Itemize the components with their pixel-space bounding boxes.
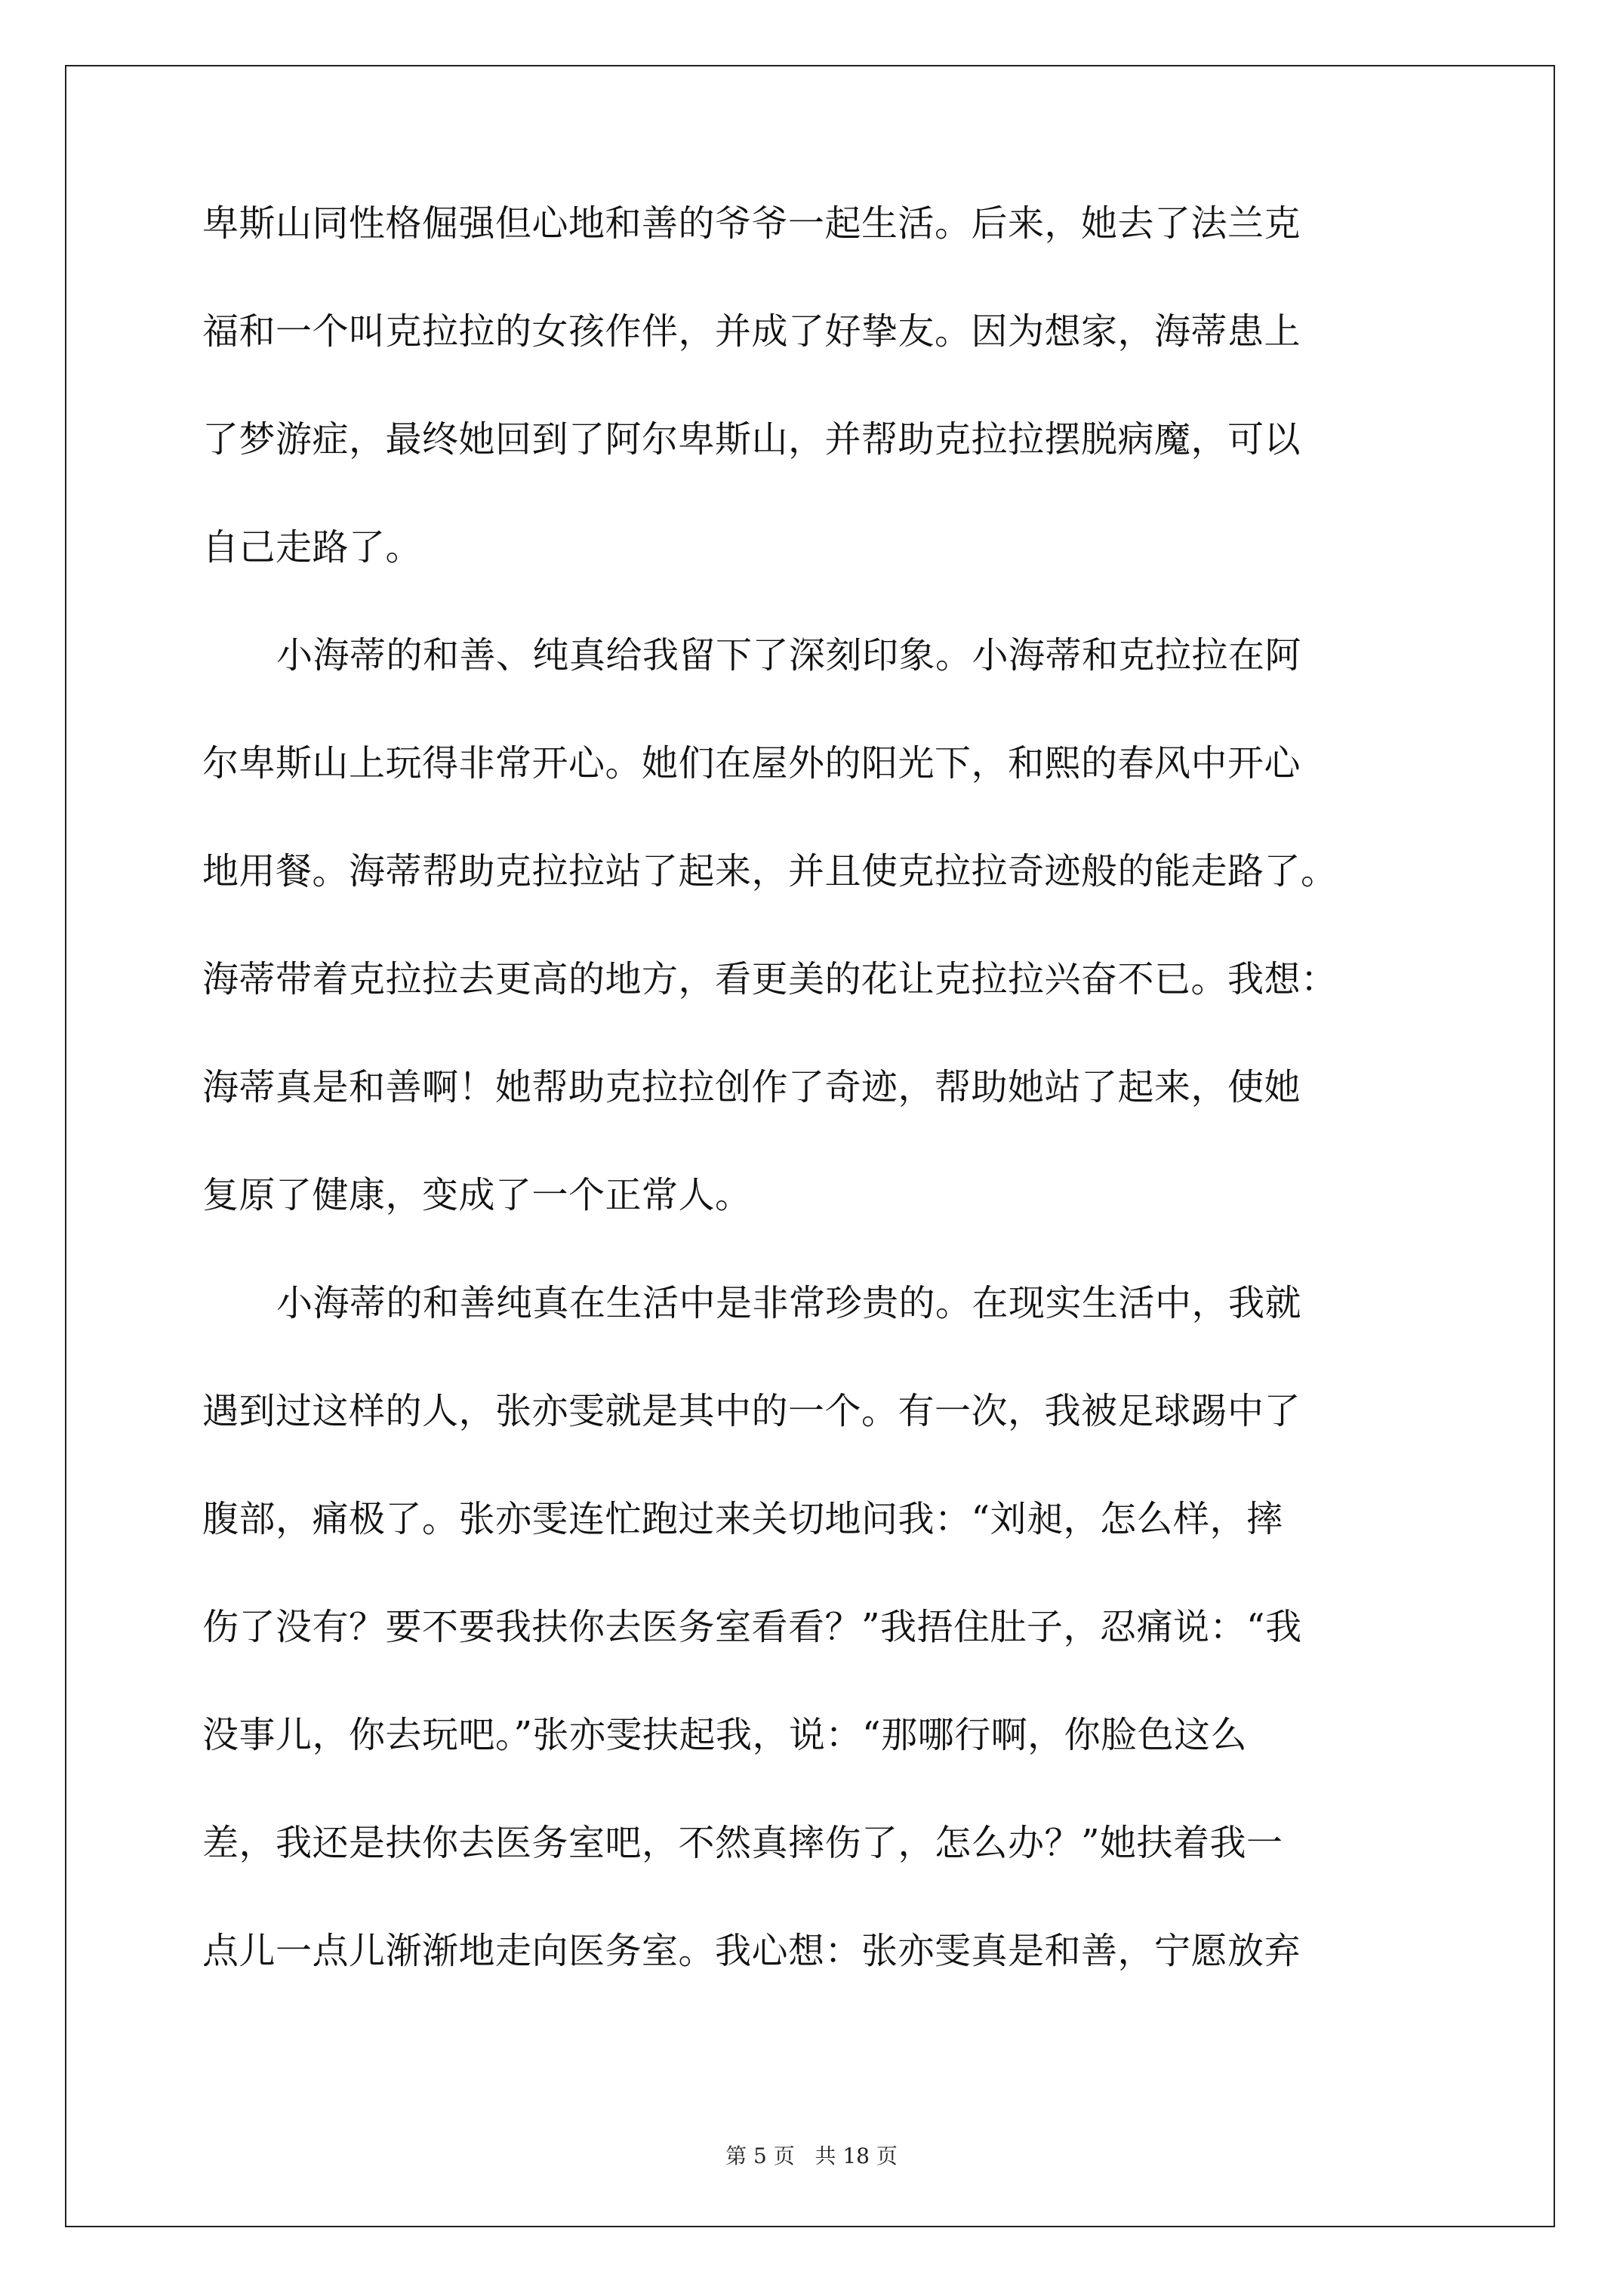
paragraph-start-line: 小海蒂的和善、纯真给我留下了深刻印象。小海蒂和克拉拉在阿 [276,634,1302,676]
text-line: 地用餐。海蒂帮助克拉拉站了起来，并且使克拉拉奇迹般的能走路了。 [202,850,1338,892]
text-line: 复原了健康，变成了一个正常人。 [202,1174,752,1216]
page-footer [0,2141,1623,2171]
text-line: 海蒂真是和善啊！她帮助克拉拉创作了奇迹，帮助她站了起来，使她 [202,1066,1301,1108]
text-line: 没事儿，你去玩吧。”张亦雯扶起我，说：“那哪行啊，你脸色这么 [202,1714,1248,1756]
text-line: 自己走路了。 [202,526,423,569]
text-line: 腹部，痛极了。张亦雯连忙跑过来关切地问我：“刘昶，怎么样，摔 [202,1498,1283,1540]
text-line: 遇到过这样的人，张亦雯就是其中的一个。有一次，我被足球踢中了 [202,1390,1301,1432]
page-total: 共 18 页 [815,2143,898,2168]
text-line: 海蒂带着克拉拉去更高的地方，看更美的花让克拉拉兴奋不已。我想： [202,958,1338,1000]
page-number: 第 5 页 [725,2143,795,2168]
text-line: 伤了没有？要不要我扶你去医务室看看？”我捂住肚子，忍痛说：“我 [202,1606,1302,1648]
paragraph-start-line: 小海蒂的和善纯真在生活中是非常珍贵的。在现实生活中，我就 [276,1282,1302,1324]
text-line: 了梦游症，最终她回到了阿尔卑斯山，并帮助克拉拉摆脱病魔，可以 [202,418,1301,461]
text-line: 点儿一点儿渐渐地走向医务室。我心想：张亦雯真是和善，宁愿放弃 [202,1930,1301,1972]
text-line: 福和一个叫克拉拉的女孩作伴，并成了好挚友。因为想家，海蒂患上 [202,310,1301,353]
text-line: 尔卑斯山上玩得非常开心。她们在屋外的阳光下，和熙的春风中开心 [202,742,1301,784]
document-body [202,193,1440,2029]
text-line: 卑斯山同性格倔强但心地和善的爷爷一起生活。后来，她去了法兰克 [202,202,1301,245]
text-line: 差，我还是扶你去医务室吧，不然真摔伤了，怎么办？”她扶着我一 [202,1822,1283,1864]
